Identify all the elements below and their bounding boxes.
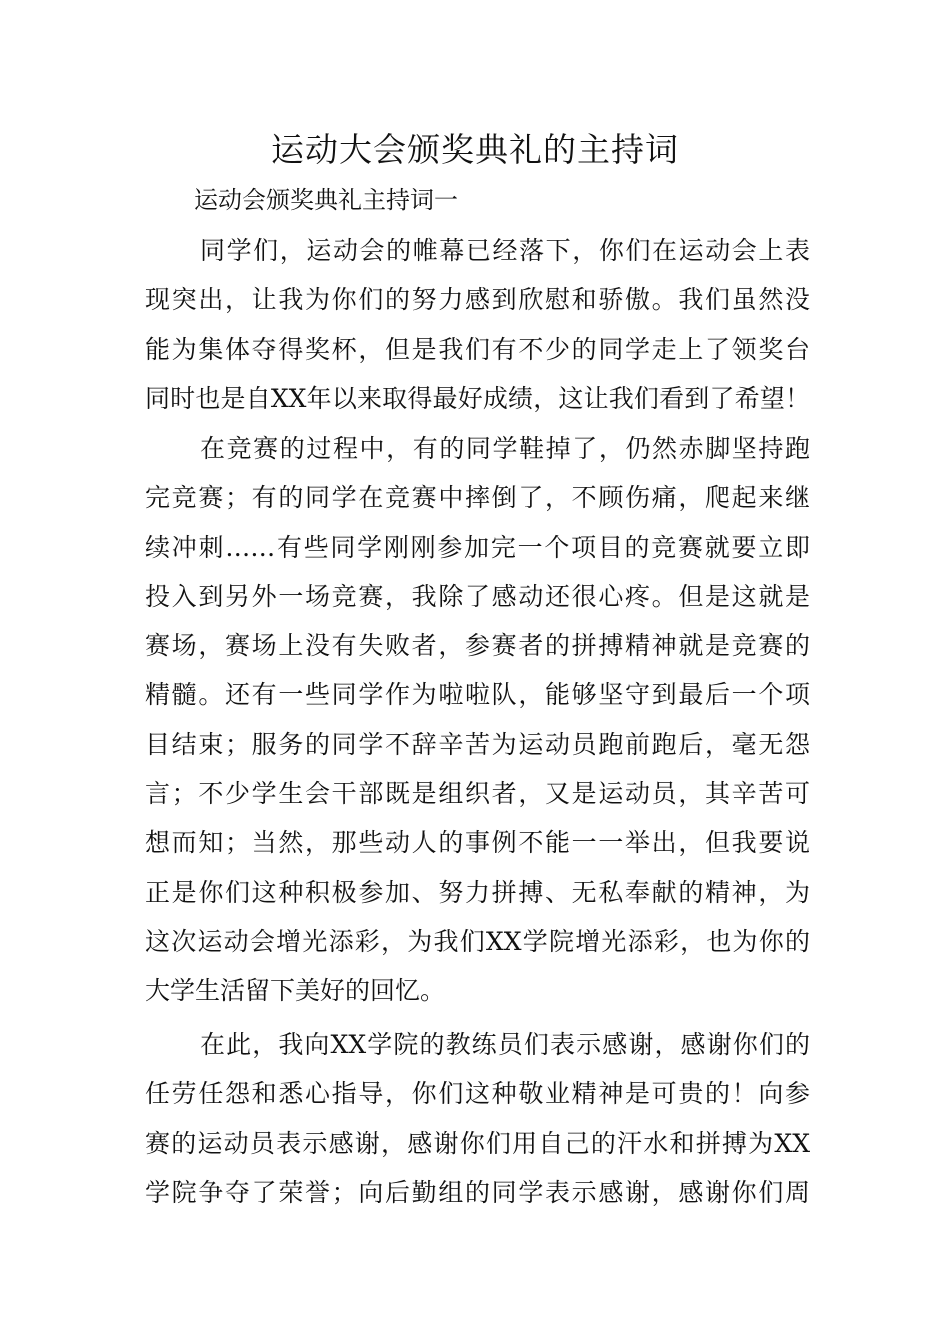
paragraph-line: 言；不少学生会干部既是组织者，又是运动员，其辛苦可 [145, 779, 810, 809]
paragraph-1 [145, 226, 810, 423]
paragraph-line: 同时也是自XX年以来取得最好成绩，这让我们看到了希望！ [145, 383, 810, 413]
paragraph-2 [145, 424, 810, 1016]
paragraph-line: 学院争夺了荣誉；向后勤组的同学表示感谢，感谢你们周 [145, 1177, 810, 1207]
document-subtitle: 运动会颁奖典礼主持词一 [194, 186, 458, 214]
paragraph-line: 同学们，运动会的帷幕已经落下，你们在运动会上表 [200, 236, 810, 265]
paragraph-line: 大学生活留下美好的回忆。 [145, 976, 446, 1006]
paragraph-line: 在此，我向XX学院的教练员们表示感谢，感谢你们的 [200, 1030, 810, 1059]
paragraph-line: 任劳任怨和悉心指导，你们这种敬业精神是可贵的！向参 [145, 1079, 810, 1109]
paragraph-line: 现突出，让我为你们的努力感到欣慰和骄傲。我们虽然没 [145, 285, 810, 315]
paragraph-line: 精髓。还有一些同学作为啦啦队，能够坚守到最后一个项 [145, 680, 810, 710]
paragraph-line: 能为集体夺得奖杯，但是我们有不少的同学走上了领奖台 [145, 334, 810, 364]
paragraph-line: 这次运动会增光添彩，为我们XX学院增光添彩，也为你的 [145, 926, 810, 956]
paragraph-line: 完竞赛；有的同学在竞赛中摔倒了，不顾伤痛，爬起来继 [145, 483, 810, 513]
document-title: 运动大会颁奖典礼的主持词 [271, 130, 679, 169]
paragraph-3 [145, 1020, 810, 1217]
paragraph-line: 续冲刺……有些同学刚刚参加完一个项目的竞赛就要立即 [145, 532, 810, 562]
paragraph-line: 赛的运动员表示感谢，感谢你们用自己的汗水和拼搏为XX [145, 1128, 810, 1158]
paragraph-line: 在竞赛的过程中，有的同学鞋掉了，仍然赤脚坚持跑 [200, 434, 810, 463]
paragraph-line: 赛场，赛场上没有失败者，参赛者的拼搏精神就是竞赛的 [145, 631, 810, 661]
paragraph-line: 想而知；当然，那些动人的事例不能一一举出，但我要说 [145, 828, 810, 858]
paragraph-line: 正是你们这种积极参加、努力拼搏、无私奉献的精神，为 [145, 877, 810, 907]
paragraph-line: 投入到另外一场竞赛，我除了感动还很心疼。但是这就是 [145, 581, 810, 611]
paragraph-line: 目结束；服务的同学不辞辛苦为运动员跑前跑后，毫无怨 [145, 729, 810, 759]
